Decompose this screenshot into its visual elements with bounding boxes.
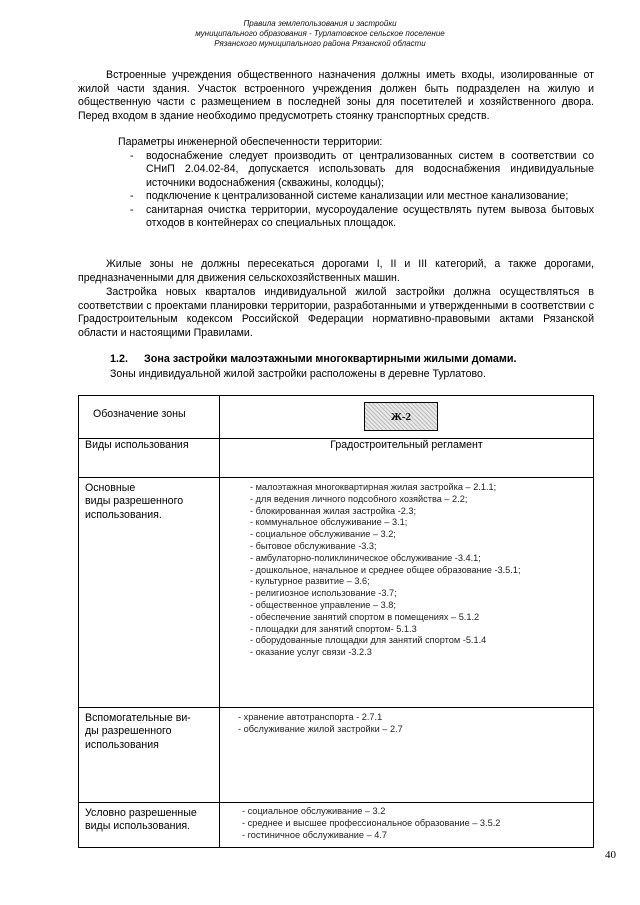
- table-row: [79, 803, 594, 848]
- aux-usage-list: [220, 708, 594, 803]
- main-usage-list: [220, 478, 594, 708]
- paragraph-building: [78, 286, 594, 340]
- section-title: Зона застройки малоэтажными многоквартирными жилыми домами.: [144, 353, 517, 365]
- table-row: [79, 439, 594, 478]
- table-row: [79, 478, 594, 708]
- list-item: - обеспечение занятий спортом в помещениях – 5.1.2: [250, 611, 480, 622]
- list-item: - площадки для занятий спортом- 5.1.3: [250, 623, 417, 634]
- list-item: - среднее и высшее профессиональное образование – 3.5.2: [242, 817, 501, 828]
- table-row: [79, 396, 594, 439]
- list-item: - гостиничное обслуживание – 4.7: [242, 829, 388, 840]
- section-heading: [110, 353, 517, 365]
- column-header-regulation: Градостроительный регламент: [220, 439, 594, 478]
- list-item: - оборудованные площадки для занятий спортом -5.1.4: [250, 635, 487, 646]
- list-item: - для ведения личного подсобного хозяйства – 2.2;: [250, 493, 468, 504]
- zone-code-badge: Ж-2: [364, 402, 438, 431]
- header-line-1: Правила землепользования и застройки: [243, 19, 397, 28]
- list-item: - коммунальное обслуживание – 3.1;: [250, 517, 408, 528]
- page-number: 40: [605, 849, 616, 861]
- list-item: - блокированная жилая застройка -2.3;: [250, 505, 417, 516]
- paragraph-text: Застройка новых кварталов индивидуальной жилой застройки должна осуществляться в соответствии с проектами планировки территории, разработанными и утвержденными в соответствии с Градостроительным кодексом Российской Федерации нормативно-правовыми актами Рязанской области и настоящими Правилами.: [78, 286, 594, 339]
- section-subtitle: Зоны индивидуальной жилой застройки расположены в деревне Турлатово.: [110, 368, 486, 380]
- header-line-3: Рязанского муниципального района Рязанской области: [214, 39, 426, 48]
- list-item: - санитарная очистка территории, мусороудаление осуществлять путем вывоза бытовых отходов в контейнерах со специальных площадок.: [130, 203, 594, 230]
- list-item: - обслуживание жилой застройки – 2.7: [238, 723, 403, 734]
- conditional-usage-label: Условно разрешенные виды использования.: [79, 803, 220, 848]
- list-item: - водоснабжение следует производить от централизованных систем в соответствии со СНиП 2.04.02-84, допускается использовать для водоснабжения индивидуальные источники водоснабжения (скважины, колодцы);: [130, 150, 594, 189]
- list-item: - подключение к централизованной системе канализации или местное канализование;: [130, 190, 569, 203]
- zone-code-cell: [220, 396, 594, 439]
- zone-label-cell: [79, 396, 220, 439]
- paragraph-text: Жилые зоны не должны пересекаться дорогами I, II и III категорий, а также дорогами, предназначенными для движения сельскохозяйственных машин.: [78, 258, 594, 284]
- aux-usage-label: Вспомогательные ви- ды разрешенного использования: [79, 708, 220, 803]
- list-item: - культурное развитие – 3.6;: [250, 576, 370, 587]
- zone-regulation-table: [78, 395, 594, 848]
- paragraph-builtin-institutions: [78, 69, 594, 123]
- list-item: - оказание услуг связи -3.2.3: [250, 647, 372, 658]
- engineering-params-title: Параметры инженерной обеспеченности территории:: [118, 136, 383, 148]
- running-header: [0, 19, 640, 49]
- table-row: [79, 708, 594, 803]
- zone-label: Обозначение зоны: [93, 408, 186, 420]
- list-item: - дошкольное, начальное и среднее общее образование -3.5.1;: [250, 564, 521, 575]
- column-header-usage: Виды использования: [79, 439, 220, 478]
- list-item: - религиозное использование -3.7;: [250, 588, 397, 599]
- list-item: - социальное обслуживание – 3.2: [242, 806, 386, 816]
- list-item: - общественное управление – 3.8;: [250, 599, 396, 610]
- engineering-bullet-list: [124, 150, 594, 230]
- section-number: 1.2.: [110, 353, 129, 365]
- list-item: - малоэтажная многоквартирная жилая застройка – 2.1.1;: [250, 482, 497, 492]
- paragraph-text: Встроенные учреждения общественного назначения должны иметь входы, изолированные от жилой части здания. Участок встроенного учреждения должен быть подразделен на жилую и общественную части с размещением в последней зоны для посетителей и хозяйственного двора. Перед входом в здание необходимо предусмотреть стоянку транспортных средств.: [78, 69, 594, 122]
- list-item: - бытовое обслуживание -3.3;: [250, 540, 377, 551]
- header-line-2: муниципального образования - Турлатовское сельское поселение: [195, 29, 445, 38]
- list-item: - социальное обслуживание – 3.2;: [250, 529, 396, 540]
- list-item: - хранение автотранспорта - 2.7.1: [238, 712, 383, 722]
- list-item: - амбулаторно-поликлиническое обслуживание -3.4.1;: [250, 552, 481, 563]
- paragraph-roads: [78, 258, 594, 285]
- main-usage-label: Основные виды разрешенного использования.: [79, 478, 220, 708]
- conditional-usage-list: [220, 803, 594, 848]
